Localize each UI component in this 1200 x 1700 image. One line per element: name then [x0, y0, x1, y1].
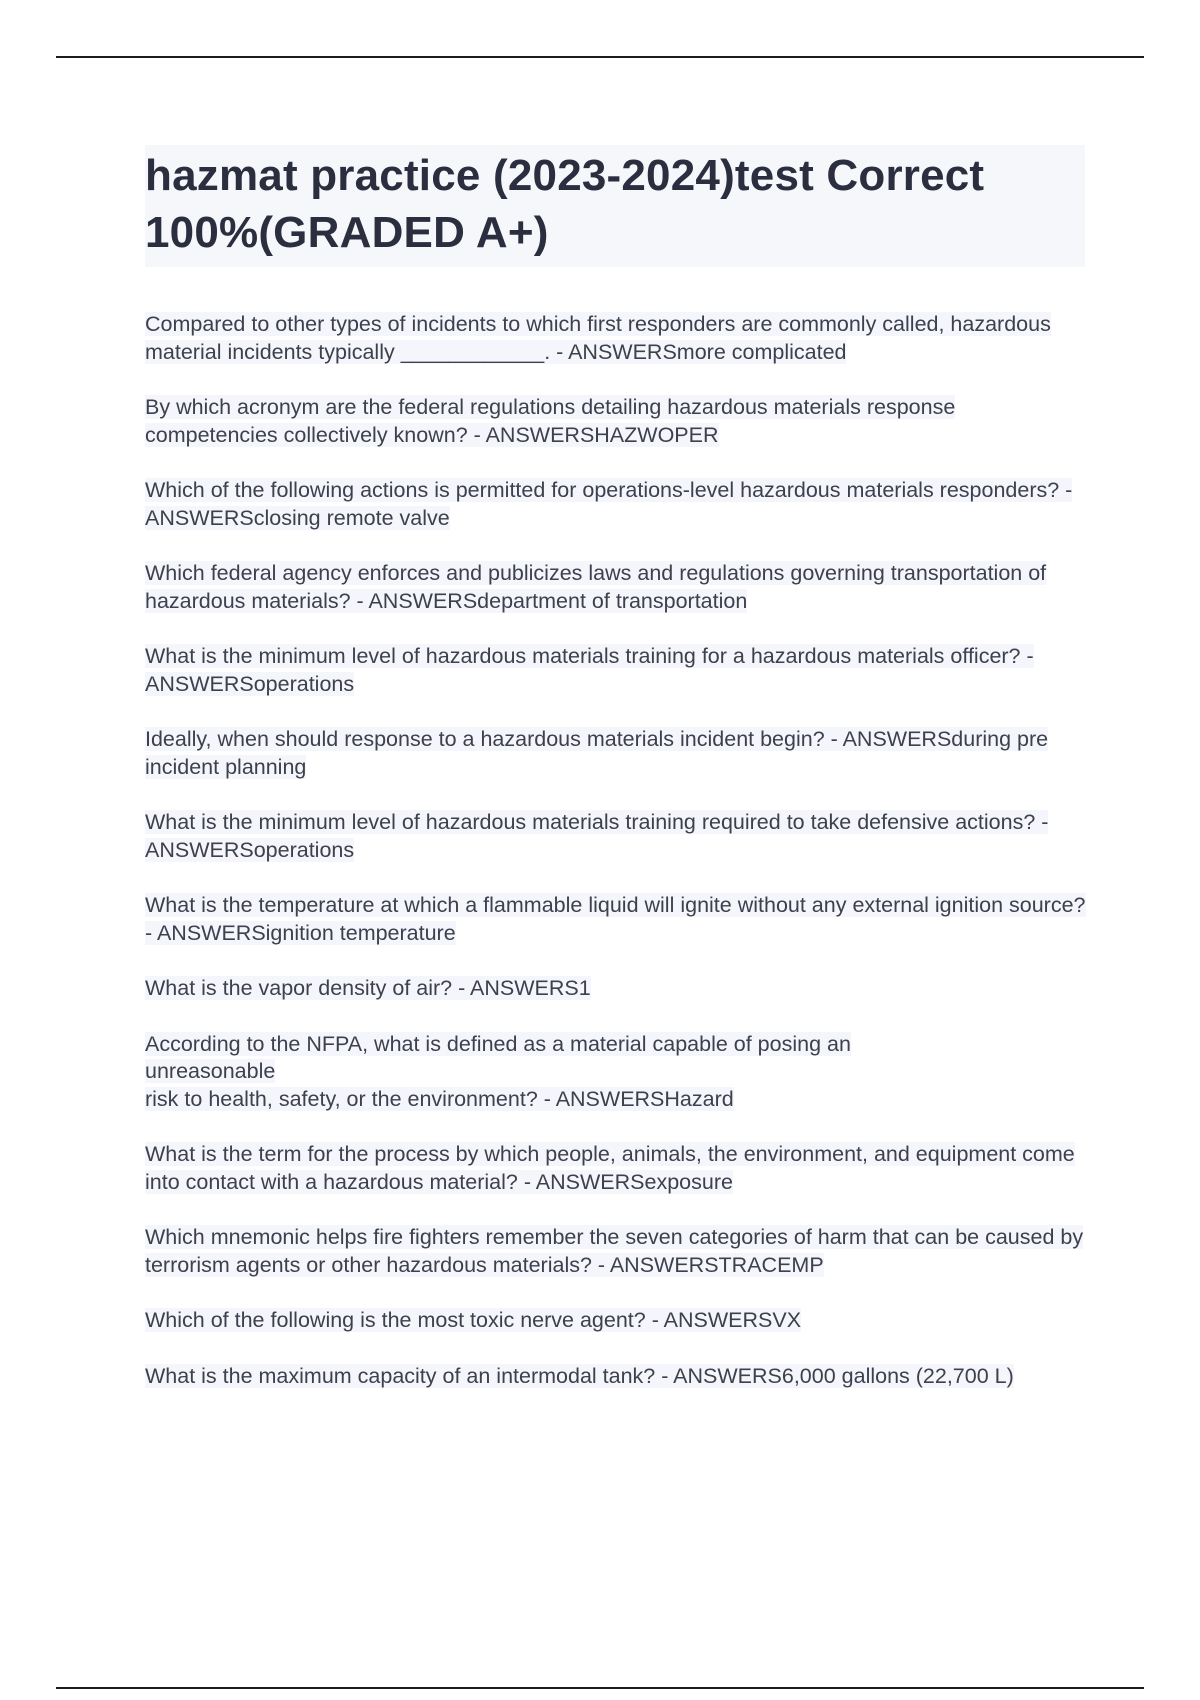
qa-text: What is the term for the process by which people, animals, the environment, and equipment come into contact with a hazardous material? - ANSWERSexposure — [145, 1142, 1075, 1194]
qa-item — [145, 1307, 1090, 1335]
qa-list — [145, 311, 1090, 1418]
qa-text: Which of the following is the most toxic nerve agent? - ANSWERSVX — [145, 1308, 802, 1332]
qa-text: What is the minimum level of hazardous materials training for a hazardous materials officer? - ANSWERSoperations — [145, 644, 1034, 696]
qa-text: What is the temperature at which a flammable liquid will ignite without any external ignition source? - ANSWERSignition temperature — [145, 893, 1086, 945]
qa-item — [145, 975, 1090, 1003]
qa-item — [145, 311, 1090, 366]
document-title: hazmat practice (2023-2024)test Correct 100%(GRADED A+) — [145, 151, 985, 257]
qa-item — [145, 809, 1090, 864]
top-rule — [56, 56, 1144, 58]
qa-item — [145, 892, 1090, 947]
qa-item — [145, 1141, 1090, 1196]
qa-item — [145, 1031, 1090, 1114]
qa-item — [145, 1363, 1090, 1391]
qa-text: Which federal agency enforces and publicizes laws and regulations governing transportation of hazardous materials? - ANSWERSdepartment of transportation — [145, 561, 1047, 613]
qa-text: Which of the following actions is permitted for operations-level hazardous materials responders? - ANSWERSclosing remote valve — [145, 478, 1073, 530]
bottom-rule — [56, 1687, 1144, 1689]
qa-item — [145, 726, 1090, 781]
qa-item — [145, 477, 1090, 532]
qa-text: What is the vapor density of air? - ANSWERS1 — [145, 976, 591, 1000]
qa-item — [145, 560, 1090, 615]
qa-item — [145, 1224, 1090, 1279]
qa-text: Which mnemonic helps fire fighters remember the seven categories of harm that can be caused by terrorism agents or other hazardous materials? - ANSWERSTRACEMP — [145, 1225, 1084, 1277]
qa-text: By which acronym are the federal regulations detailing hazardous materials response competencies collectively known? - ANSWERSHAZWOPER — [145, 395, 956, 447]
qa-text: Compared to other types of incidents to which first responders are commonly called, hazardous material incidents typically ____________. - ANSWERSmore complicated — [145, 312, 1051, 364]
qa-text-line3: risk to health, safety, or the environment? - ANSWERSHazard — [145, 1086, 734, 1111]
qa-item — [145, 394, 1090, 449]
title-block — [145, 145, 1085, 267]
qa-text: Ideally, when should response to a hazardous materials incident begin? - ANSWERSduring pre incident planning — [145, 727, 1049, 779]
qa-text-line1: According to the NFPA, what is defined as a material capable of posing an — [145, 1031, 851, 1056]
qa-text: What is the minimum level of hazardous materials training required to take defensive actions? - ANSWERSoperations — [145, 810, 1049, 862]
qa-item — [145, 643, 1090, 698]
qa-text-line2: unreasonable — [145, 1059, 276, 1083]
qa-text: What is the maximum capacity of an intermodal tank? - ANSWERS6,000 gallons (22,700 L) — [145, 1363, 1014, 1388]
